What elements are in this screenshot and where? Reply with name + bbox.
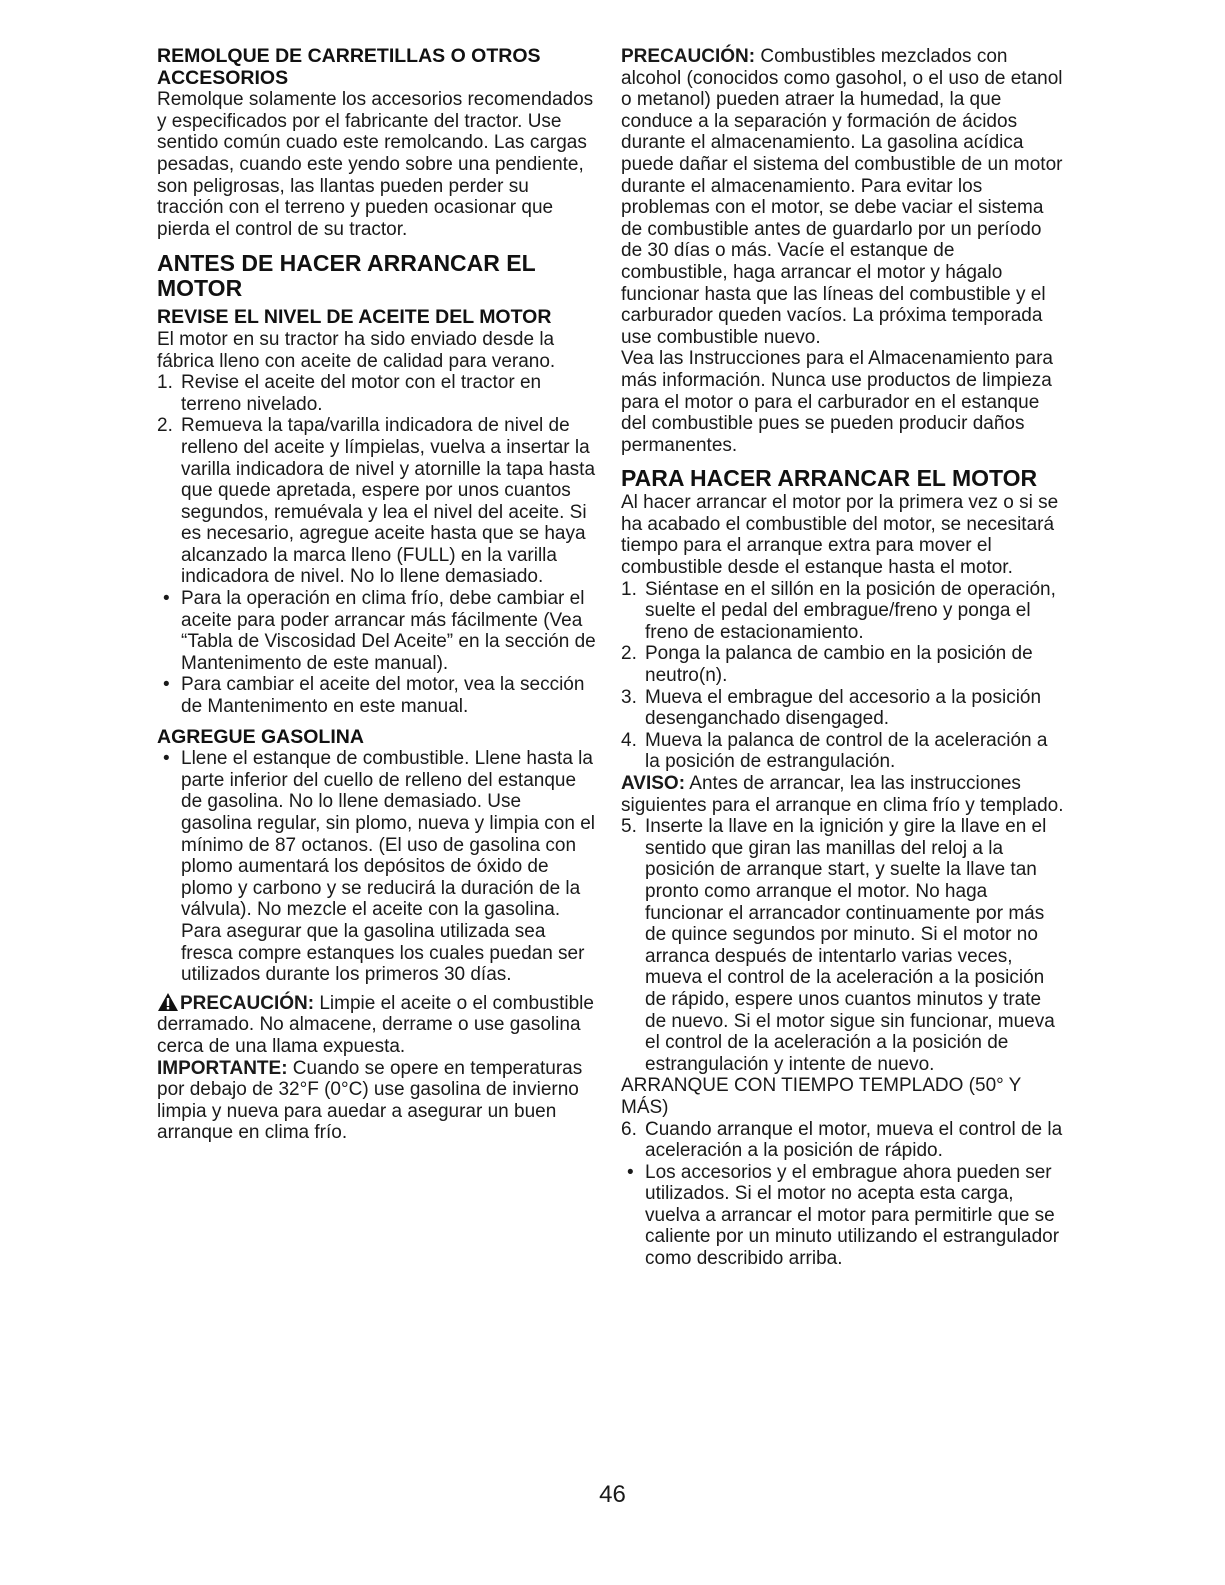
check-oil-intro: El motor en su tractor ha sido enviado desde la fábrica lleno con aceite de calidad para verano. [157, 328, 556, 372]
check-oil-steps [157, 372, 597, 588]
towing-paragraph: Remolque solamente los accesorios recomendados y especificados por el fabricante del tractor. Use sentido común cuado este remolcando. Las cargas pesadas, cuando este yendo sobre una pendiente, son peligrosas, las llantas pueden perder su tracción con el terreno y pueden ocasionar que pierda el control de su tractor. [157, 89, 594, 240]
check-oil-bullets [157, 588, 597, 718]
step-number: 4. [621, 729, 637, 751]
list-item [157, 415, 597, 588]
step-text: Cuando arranque el motor, mueva el control de la aceleración a la posición de rápido. [645, 1118, 1063, 1162]
section-heading-check-oil: REVISE EL NIVEL DE ACEITE DEL MOTOR [157, 306, 552, 329]
list-item [157, 674, 597, 717]
caution-alcohol-fuel [621, 46, 1066, 348]
notice-text: Antes de arrancar, lea las instrucciones siguientes para el arranque en clima frío y templado. [621, 773, 1064, 816]
right-column [621, 46, 1066, 1270]
list-item [157, 588, 597, 674]
warm-start-heading: ARRANQUE CON TIEMPO TEMPLADO (50° Y MÁS) [621, 1075, 1022, 1118]
step-number: 1. [157, 372, 173, 394]
list-item [621, 687, 1066, 730]
add-fuel-bullets [157, 748, 597, 986]
bullet-icon: • [163, 748, 170, 770]
step-text: Mueva el embrague del accesorio a la posición desenganchado disengaged. [645, 686, 1042, 730]
section-heading-add-fuel: AGREGUE GASOLINA [157, 725, 364, 748]
bullet-text: Los accesorios y el embrague ahora pueden ser utilizados. Si el motor no acepta esta carga, vuelva a arrancar el motor para permitirle que se caliente por un minuto utilizando el estrangulador como describido arriba. [645, 1161, 1060, 1270]
list-item [621, 1119, 1066, 1162]
notice-note [621, 773, 1066, 816]
bullet-text: Para cambiar el aceite del motor, vea la sección de Mantenimento en este manual. [181, 674, 585, 718]
list-item [157, 748, 597, 986]
step-text: Ponga la palanca de cambio en la posición de neutro(n). [645, 643, 1033, 687]
starting-intro: Al hacer arrancar el motor por la primera vez o si se ha acabado el combustible del motor, se necesitará tiempo para el arranque extra para mover el combustible desde el estanque hasta el motor. [621, 492, 1059, 579]
main-heading-starting-engine: PARA HACER ARRANCAR EL MOTOR [621, 465, 1038, 492]
list-item [621, 1162, 1066, 1270]
bullet-text: Para la operación en clima frío, debe cambiar el aceite para poder arrancar más fácilmente (Vea “Tabla de Viscosidad Del Aceite” en la sección de Mantenimento de este manual). [181, 588, 596, 674]
starting-step-5 [621, 816, 1066, 1075]
step-number: 6. [621, 1118, 637, 1140]
caution-text: Limpie el aceite o el combustible derramado. No almacene, derrame o use gasolina cerca de una llama expuesta. [157, 992, 594, 1057]
caution-text: Combustibles mezclados con alcohol (conocidos como gasohol, o el uso de etanol o metanol) pueden atraer la humedad, la que conduce a la separación y formación de ácidos durante el almacenamiento. La gasolina acídica puede dañar el sistema del combustible de un motor durante el almacenamiento. Para evitar los problemas con el motor, se debe vaciar el sistema de combustible antes de guardarlo por un período de 30 días o más. Vacíe el estanque de combustible, haga arrancar el motor y hágalo funcionar hasta que las líneas del combustible y el carburador queden vacíos. La próxima temporada use combustible nuevo. [621, 46, 1063, 348]
section-heading-towing: REMOLQUE DE CARRETILLAS O OTROS ACCESORIOS [157, 45, 541, 89]
starting-bullets [621, 1162, 1066, 1270]
list-item [621, 643, 1066, 686]
step-number: 3. [621, 686, 637, 708]
step-text: Revise el aceite del motor con el tractor en terreno nivelado. [181, 372, 542, 415]
page-number: 46 [599, 1481, 626, 1508]
step-text: Mueva la palanca de control de la aceleración a la posición de estrangulación. [645, 729, 1048, 773]
storage-reference: Vea las Instrucciones para el Almacenamiento para más información. Nunca use productos de limpieza para el motor o para el carburador en el estanque del combustible pues se pueden producir daños permanentes. [621, 348, 1053, 456]
left-column [157, 46, 597, 1144]
list-item [621, 579, 1066, 644]
step-text: Siéntase en el sillón en la posición de operación, suelte el pedal del embrague/freno y ponga el freno de estacionamiento. [645, 578, 1056, 643]
list-item [621, 730, 1066, 773]
bullet-text: Llene el estanque de combustible. Llene hasta la parte inferior del cuello de relleno del estanque de gasolina. No lo llene demasiado. Use gasolina regular, sin plomo, nueva y limpia con el mínimo de 87 octanos. (El uso de gasolina con plomo aumentará los depósitos de óxido de plomo y carbono y se reducirá la duración de la válvula). No mezcle el aceite con la gasolina. Para asegurar que la gasolina utilizada sea fresca compre estanques los cuales puedan ser utilizados durante los primeros 30 días. [181, 748, 596, 986]
important-text: Cuando se opere en temperaturas por debajo de 32°F (0°C) use gasolina de invierno limpia y nueva para auedar a asegurar un buen arranque en clima frío. [157, 1057, 583, 1144]
caution-label: PRECAUCIÓN: [180, 992, 315, 1014]
starting-step-6 [621, 1119, 1066, 1162]
warning-triangle-icon [157, 992, 179, 1012]
caution-label: PRECAUCIÓN: [621, 46, 756, 67]
notice-label: AVISO: [621, 773, 686, 794]
bullet-icon: • [163, 588, 170, 610]
step-text: Inserte la llave en la ignición y gire la llave en el sentido que giran las manillas del reloj a la posición de arranque start, y suelte la llave tan pronto como arranque el motor. No haga funcionar el arrancador continuamente por más de quince segundos por minuto. Si el motor no arranca después de intentarlo varias veces, mueva el control de la aceleración a la posición de rápido, espere unos cuantos minutos y trate de nuevo. Si el motor sigue sin funcionar, mueva el control de la aceleración a la posición de estrangulación y intente de nuevo. [645, 816, 1055, 1075]
step-text: Remueva la tapa/varilla indicadora de nivel de relleno del aceite y límpielas, vuelva a insertar la varilla indicadora de nivel y atornille la tapa hasta que quede apretada, espere por unos cuantos segundos, remuévala y lea el nivel del aceite. Si es necesario, agregue aceite hasta que se haya alcanzado la marca lleno (FULL) en la varilla indicadora de nivel. No lo llene demasiado. [181, 415, 596, 588]
bullet-icon: • [627, 1161, 634, 1183]
step-number: 1. [621, 578, 637, 600]
caution-fuel-spill [157, 992, 597, 1058]
step-number: 5. [621, 816, 637, 838]
important-note [157, 1058, 597, 1144]
main-heading-before-starting: ANTES DE HACER ARRANCAR EL MOTOR [157, 250, 536, 302]
list-item [621, 816, 1066, 1075]
starting-steps-1-4 [621, 579, 1066, 773]
bullet-icon: • [163, 674, 170, 696]
list-item [157, 372, 597, 415]
important-label: IMPORTANTE: [157, 1057, 288, 1079]
step-number: 2. [621, 643, 637, 665]
step-number: 2. [157, 415, 173, 437]
